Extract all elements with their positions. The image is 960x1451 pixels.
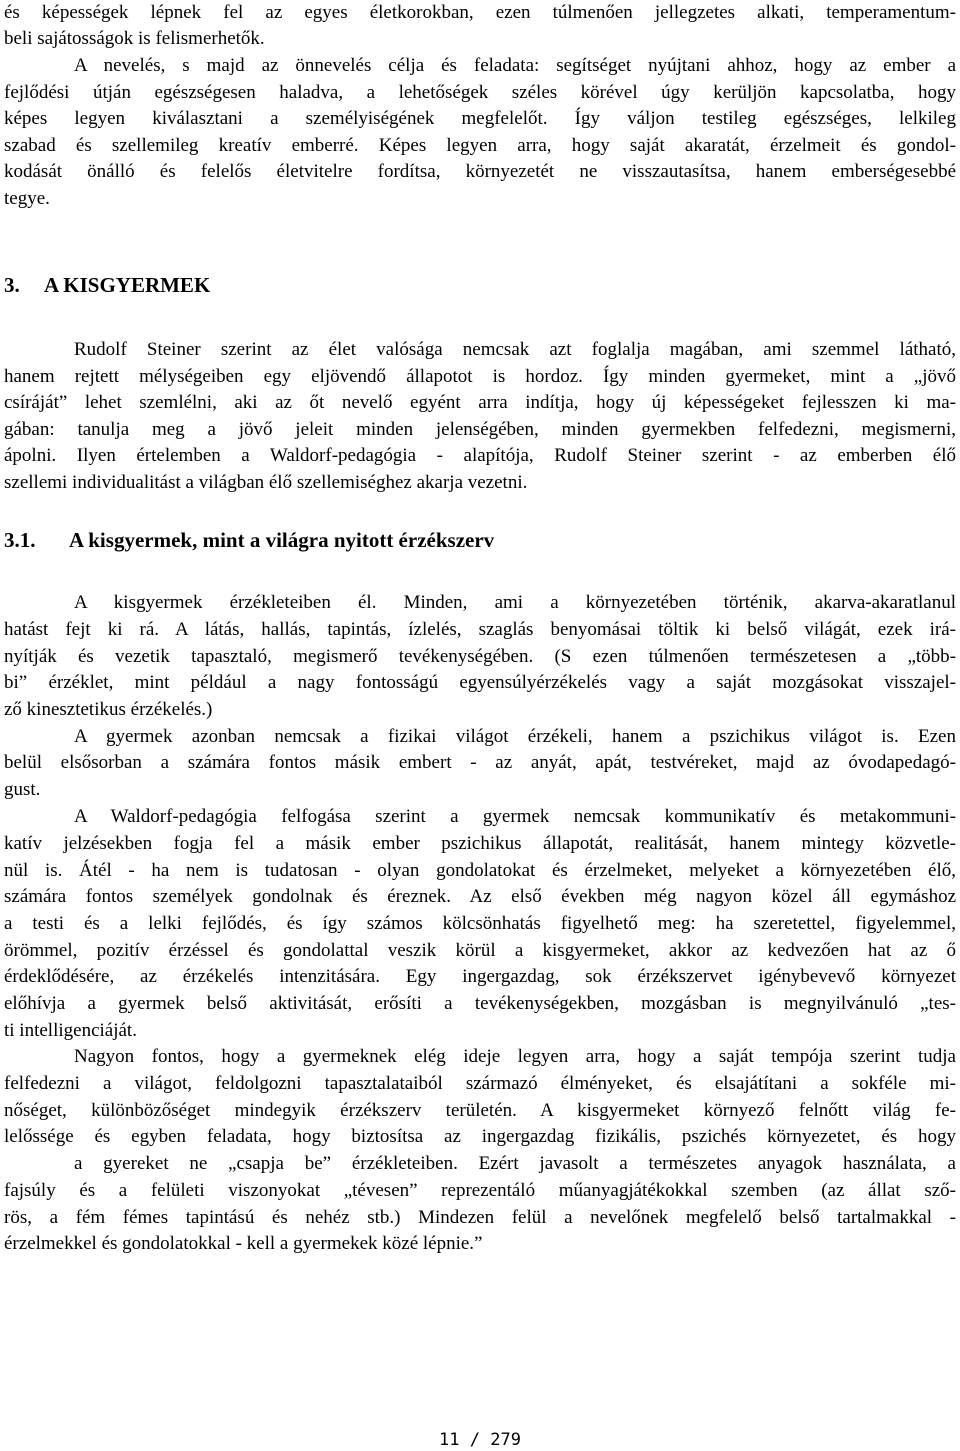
section-title: A KISGYERMEK	[44, 273, 211, 297]
paragraph-line: tegye.	[4, 188, 50, 209]
paragraph-line: Nagyon fontos, hogy a gyermeknek elég ideje legyen arra, hogy a saját tempója szerint tudja	[74, 1046, 956, 1067]
subsection-heading	[4, 527, 956, 553]
paragraph-line: felfedezni a világot, feldolgozni tapasztalataiból származó élményeket, és elsajátítani a sokféle mi-	[4, 1073, 956, 1094]
paragraph-line: belül elsősorban a számára fontos másik embert - az anyát, apát, testvéreket, majd az óvodapedagó-	[4, 752, 956, 773]
paragraph-line: fajsúly és a felületi viszonyokat „tévesen” reprezentáló műanyagjátékokkal szemben (az állat sző-	[4, 1180, 956, 1201]
paragraph-line: Rudolf Steiner szerint az élet valósága nemcsak azt foglalja magában, ami szemmel látható,	[74, 339, 956, 360]
paragraph-line: A kisgyermek érzékleteiben él. Minden, ami a környezetében történik, akarva-akaratlanul	[74, 592, 956, 613]
paragraph-line: A nevelés, s majd az önnevelés célja és feladata: segítséget nyújtani ahhoz, hogy az ember a	[74, 55, 956, 76]
subsection-title: A kisgyermek, mint a világra nyitott érzékszerv	[69, 528, 495, 552]
paragraph-line: kodását önálló és felelős életvitelre fordítsa, környezetét ne visszautasítsa, hanem emberségesebbé	[4, 161, 956, 182]
paragraph-line: beli sajátosságok is felismerhetők.	[4, 28, 265, 49]
paragraph-line: és képességek lépnek fel az egyes életkorokban, ezen túlmenően jellegzetes alkati, temperamentum-	[4, 2, 956, 23]
paragraph-line: a testi és a lelki fejlődés, és így számos kölcsönhatás figyelhető meg: ha szeretettel, figyelemmel,	[4, 913, 956, 934]
paragraph-line: ző kinesztetikus érzékelés.)	[4, 699, 213, 720]
paragraph-line: hatást fejt ki rá. A látás, hallás, tapintás, ízlelés, szaglás benyomásai töltik ki belső világát, ezek irá-	[4, 619, 956, 640]
paragraph-line: A gyermek azonban nemcsak a fizikai világot érzékeli, hanem a pszichikus világot is. Ezen	[74, 726, 956, 747]
paragraph-line: hanem rejtett mélységeiben egy eljövendő állapotot is hordoz. Így minden gyermeket, mint a „jövő	[4, 366, 956, 387]
paragraph-line: örömmel, pozitív érzéssel és gondolattal veszik körül a kisgyermeket, akkor az kedvezően hat az ő	[4, 940, 956, 961]
paragraph-line: nyítják és vezetik tapasztaló, megismerő tevékenységében. (S ezen túlmenően természetesen a „több-	[4, 646, 956, 667]
document-page	[4, 0, 956, 1451]
paragraph-line: előhívja a gyermek belső aktivitását, erősíti a tevékenységekben, mozgásban is megnyilvánuló „tes-	[4, 993, 956, 1014]
paragraph-line: számára fontos személyek gondolnak és éreznek. Az első években még nagyon közel áll egymáshoz	[4, 886, 956, 907]
page-number: 11 / 279	[439, 1430, 521, 1450]
paragraph-line: fejlődési útján egészségesen haladva, a lehetőségek széles körével úgy kerüljön kapcsolatba, hogy	[4, 82, 956, 103]
paragraph-line: szellemi individualitást a világban élő szellemiséghez akarja vezetni.	[4, 472, 528, 493]
paragraph-line: ápolni. Ilyen értelemben a Waldorf-pedagógia - alapítója, Rudolf Steiner szerint - az emberben élő	[4, 445, 956, 466]
paragraph-line: katív jelzésekben fogja fel a másik ember pszichikus állapotát, realitását, hanem mintegy közvetle-	[4, 833, 956, 854]
paragraph-line: a gyereket ne „csapja be” érzékleteiben. Ezért javasolt a természetes anyagok használata, a	[74, 1153, 956, 1174]
section-heading	[4, 272, 956, 298]
paragraph-line: nőséget, különbözőséget mindegyik érzékszerv területén. A kisgyermeket környező felnőtt világ fe-	[4, 1100, 956, 1121]
paragraph-line: szabad és szellemileg kreatív emberré. Képes legyen arra, hogy saját akaratát, érzelmeit és gondol-	[4, 135, 956, 156]
paragraph-line: lelőssége és egyben feladata, hogy biztosítsa az ingergazdag fizikális, pszichés környezetet, és hogy	[4, 1126, 956, 1147]
paragraph-line: képes legyen kiválasztani a személyiségének megfelelőt. Így váljon testileg egészséges, lelkileg	[4, 108, 956, 129]
paragraph-line: nül is. Átél - ha nem is tudatosan - olyan gondolatokat és érzelmeket, melyeket a környezetében élő,	[4, 860, 956, 881]
paragraph-line: gában: tanulja meg a jövő jeleit minden jelenségében, minden gyermekben felfedezni, megismerni,	[4, 419, 956, 440]
paragraph-line: érzelmekkel és gondolatokkal - kell a gyermekek közé lépnie.”	[4, 1233, 483, 1254]
paragraph-line: ti intelligenciáját.	[4, 1020, 137, 1041]
paragraph-line: rös, a fém fémes tapintású és nehéz stb.) Mindezen felül a nevelőnek megfelelő belső tartalmakkal -	[4, 1207, 956, 1228]
paragraph-line: A Waldorf-pedagógia felfogása szerint a gyermek nemcsak kommunikatív és metakommuni-	[74, 806, 956, 827]
paragraph-line: gust.	[4, 779, 41, 800]
paragraph-line: bi” érzéklet, mint például a nagy fontosságú egyensúlyérzékelés vagy a saját mozgásokat visszajel-	[4, 672, 956, 693]
subsection-number: 3.1.	[4, 528, 36, 552]
paragraph-line: érdeklődésére, az érzékelés intenzitására. Egy ingergazdag, sok érzékszervet igénybevevő környezet	[4, 966, 956, 987]
paragraph-line: csíráját” lehet szemlélni, aki az őt nevelő egyént arra indítja, hogy új képességeket fejlesszen ki ma-	[4, 392, 956, 413]
section-number: 3.	[4, 273, 20, 297]
